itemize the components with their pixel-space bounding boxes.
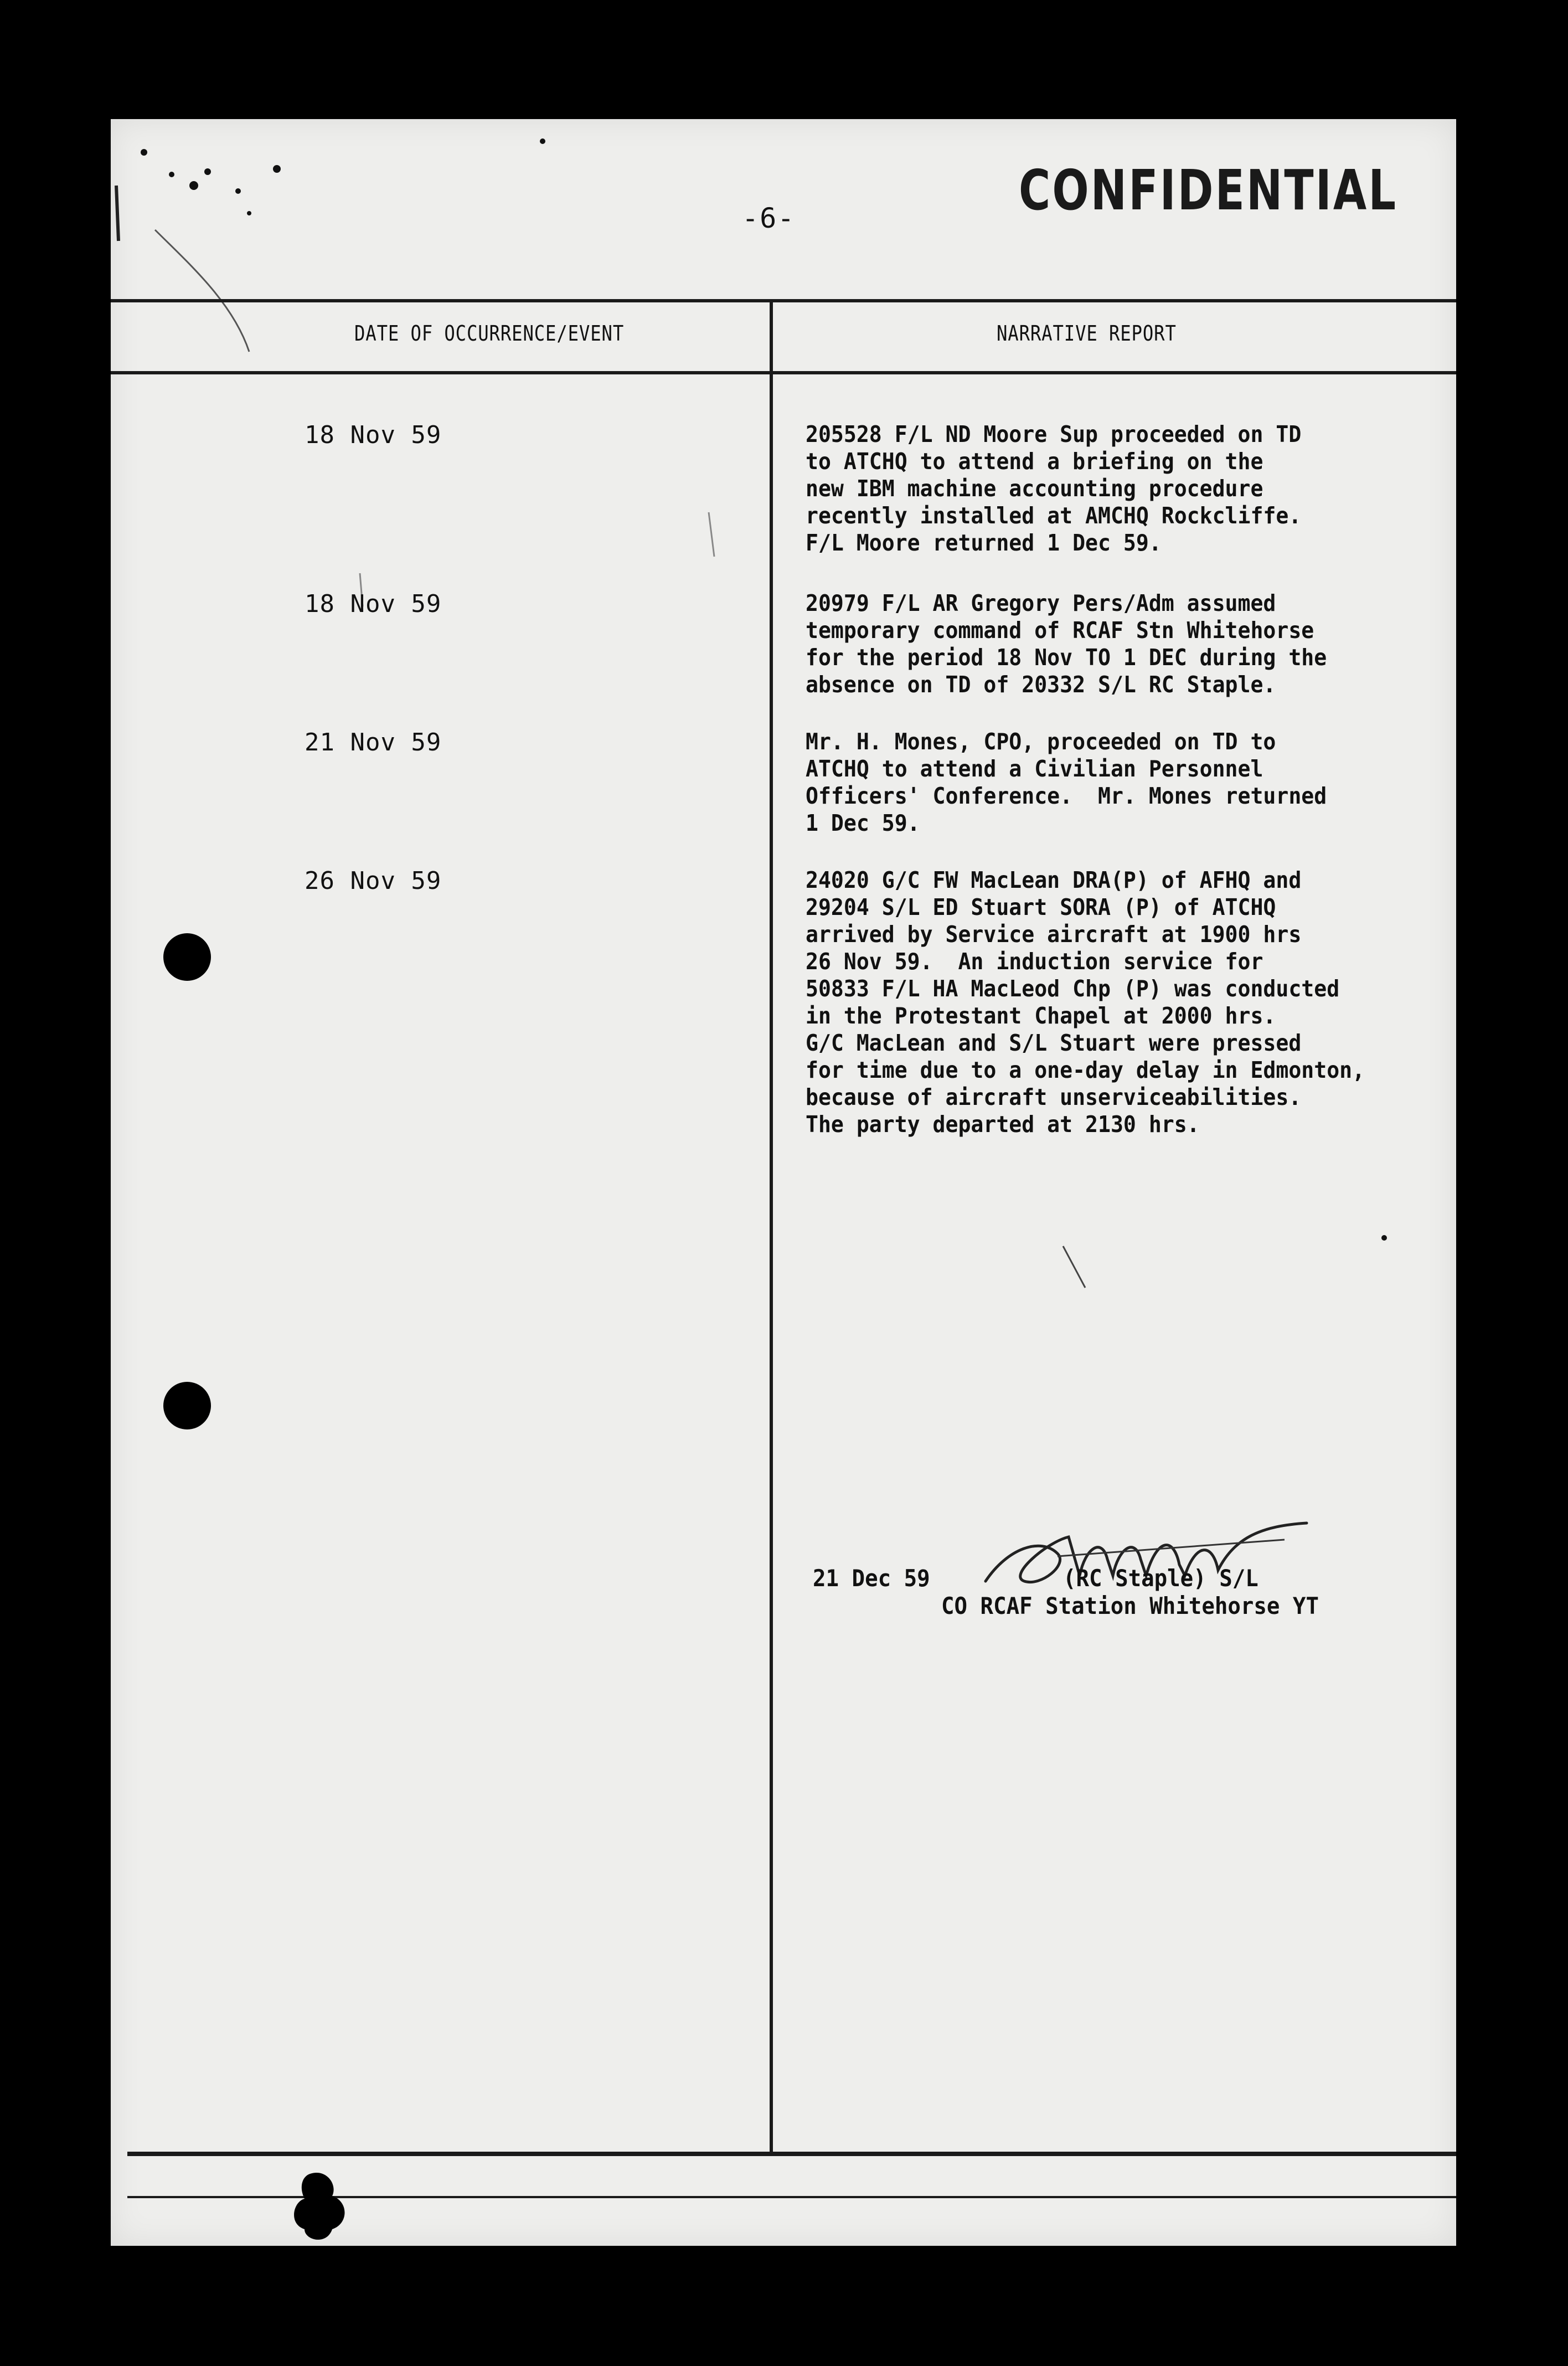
signatory-name: (RC Staple) S/L xyxy=(1063,1565,1258,1592)
document-page xyxy=(111,119,1456,2246)
column-header-date: DATE OF OCCURRENCE/EVENT xyxy=(354,321,625,346)
entry-date: 18 Nov 59 xyxy=(305,421,442,449)
signatory-title: CO RCAF Station Whitehorse YT xyxy=(941,1592,1319,1619)
entry-narrative: 24020 G/C FW MacLean DRA(P) of AFHQ and 29204 S/L ED Stuart SORA (P) of ATCHQ arrived by Service aircraft at 1900 hrs 26 Nov 59. An induction service for 50833 F/L HA MacLeod Chp (P) was conducted in the Protestant Chapel at 2000 hrs. G/C MacLean and S/L Stuart were pressed for time due to a one-day delay in Edmonton, because of aircraft unserviceabilities. The party departed at 2130 hrs. xyxy=(806,867,1365,1138)
column-divider xyxy=(770,299,773,2154)
table-bottom-border xyxy=(127,2152,1456,2156)
entry-narrative: Mr. H. Mones, CPO, proceeded on TD to ATCHQ to attend a Civilian Personnel Officers' Conference. Mr. Mones returned 1 Dec 59. xyxy=(806,728,1327,836)
entry-narrative: 20979 F/L AR Gregory Pers/Adm assumed temporary command of RCAF Stn Whitehorse for the period 18 Nov TO 1 DEC during the absence on TD of 20332 S/L RC Staple. xyxy=(806,590,1327,698)
page-number: -6- xyxy=(742,202,796,234)
entry-date: 21 Nov 59 xyxy=(305,728,442,757)
table-top-border xyxy=(111,299,1456,302)
signature-date: 21 Dec 59 xyxy=(813,1565,930,1592)
entry-date: 26 Nov 59 xyxy=(305,867,442,895)
classification-stamp: CONFIDENTIAL xyxy=(1019,158,1398,223)
entry-date: 18 Nov 59 xyxy=(305,590,442,618)
column-header-narrative: NARRATIVE REPORT xyxy=(997,321,1177,346)
entry-narrative: 205528 F/L ND Moore Sup proceeded on TD to ATCHQ to attend a briefing on the new IBM machine accounting procedure recently installed at AMCHQ Rockcliffe. F/L Moore returned 1 Dec 59. xyxy=(806,421,1302,556)
table-header-border xyxy=(111,371,1456,374)
ink-blot xyxy=(288,2168,354,2246)
punch-hole xyxy=(163,933,211,981)
punch-hole xyxy=(163,1382,211,1429)
